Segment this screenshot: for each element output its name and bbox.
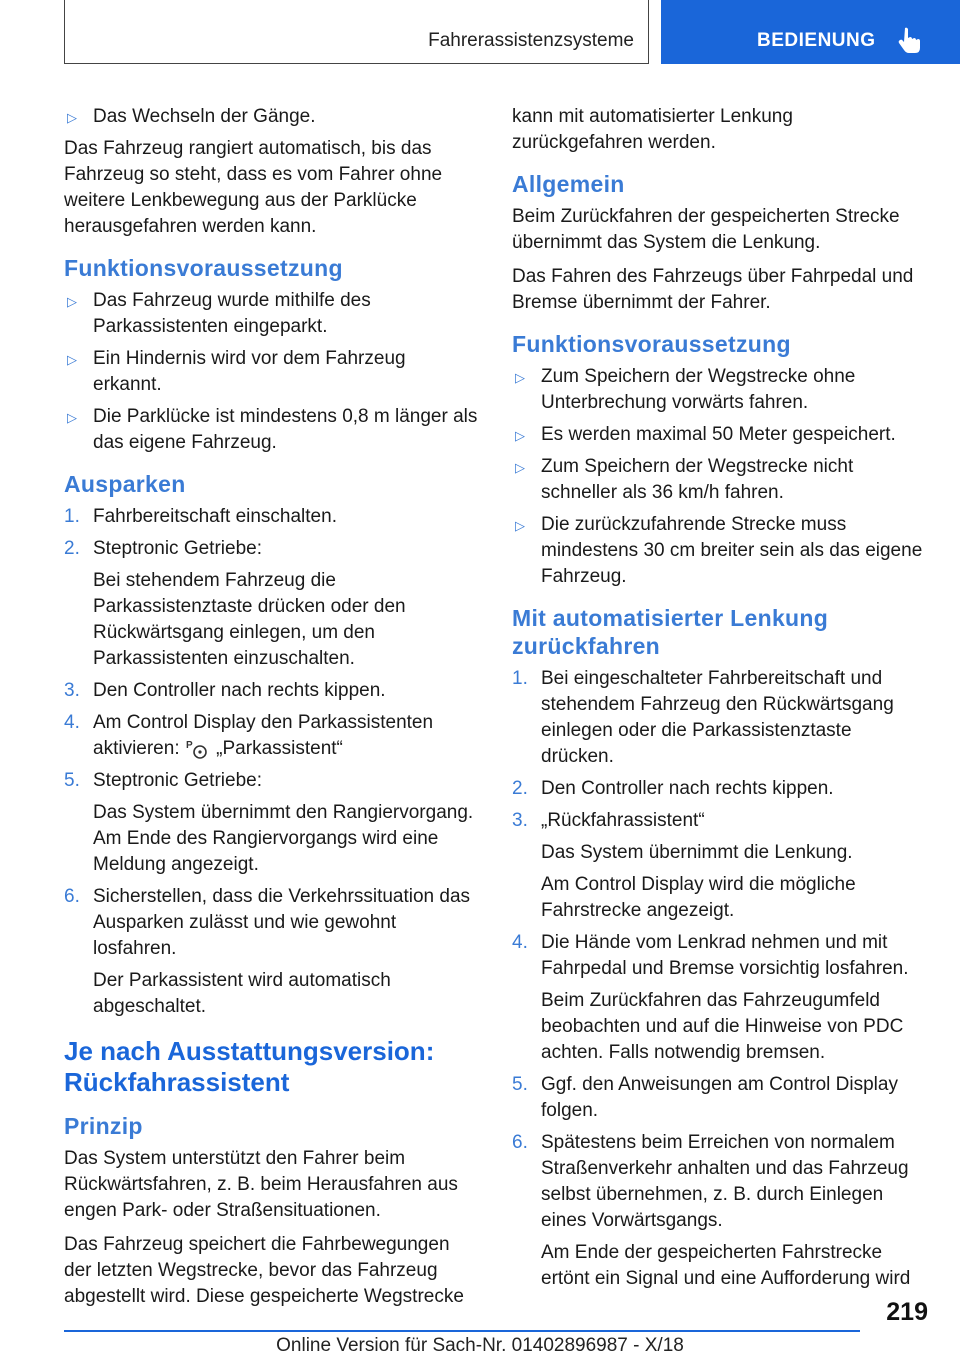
heading-funktionsvoraussetzung: Funktionsvoraussetzung [512, 331, 791, 357]
hand-pointer-icon [897, 26, 925, 54]
triangle-bullet-icon: ▷ [67, 410, 77, 425]
step-item: 4. Am Control Display den Parkassistenten aktivieren: P „Parkassistent“ [64, 712, 434, 759]
step-item: 3. Den Controller nach rechts kippen. [64, 680, 386, 701]
step-item: 6. Spätestens beim Erreichen von normalem Straßenverkehr anhalten und das Fahrzeug selbst übernehmen, z. B. durch Einlegen eines Vorwärtsgangs. [512, 1132, 909, 1231]
header-section-box [64, 0, 649, 64]
step-detail: Am Ende der gespeicherten Fahrstrecke ertönt ein Signal und eine Aufforderung wird [541, 1242, 911, 1289]
paragraph: Das Fahrzeug speichert die Fahrbewegungen der letzten Wegstrecke, bevor das Fahrzeug abgestellt wird. Diese gespeicherte Wegstrecke [64, 1234, 464, 1307]
triangle-bullet-icon: ▷ [67, 110, 77, 125]
list-item: ▷ Das Fahrzeug wurde mithilfe des Parkassistenten eingeparkt. [67, 290, 371, 337]
heading-ausparken: Ausparken [64, 471, 186, 497]
step-item: 5. Steptronic Getriebe: [64, 770, 262, 791]
step-item: 4. Die Hände vom Lenkrad nehmen und mit Fahrpedal und Bremse vorsichtig losfahren. [512, 932, 909, 979]
step-detail: Das System übernimmt die Lenkung. [541, 842, 853, 863]
list-item: ▷ Zum Speichern der Wegstrecke ohne Unterbrechung vorwärts fahren. [515, 366, 856, 413]
step-detail: Am Control Display wird die mögliche Fahrstrecke angezeigt. [541, 874, 856, 921]
list-item: ▷ Zum Speichern der Wegstrecke nicht schneller als 36 km/h fahren. [515, 456, 854, 503]
list-item: ▷ Die zurückzufahrende Strecke muss mindestens 30 cm breiter sein als das eigene Fahrzeug. [515, 514, 923, 587]
step-detail: Der Parkassistent wird automatisch abgeschaltet. [93, 970, 391, 1017]
step-item: 1. Bei eingeschalteter Fahrbereitschaft und stehendem Fahrzeug den Rückwärtsgang einlegen oder die Parkassistenztaste drücken. [512, 668, 894, 767]
step-item: 6. Sicherstellen, dass die Verkehrssituation das Ausparken zulässt und wie gewohnt losfahren. [64, 886, 471, 959]
footer-text: Online Version für Sach-Nr. 01402896987 - X/18 [276, 1335, 684, 1356]
header-chapter-tab [661, 0, 960, 64]
left-column [64, 104, 479, 1318]
heading-funktionsvoraussetzung: Funktionsvoraussetzung [64, 255, 343, 281]
heading-prinzip: Prinzip [64, 1113, 143, 1139]
triangle-bullet-icon: ▷ [515, 460, 525, 475]
triangle-bullet-icon: ▷ [67, 294, 77, 309]
step-item: 1. Fahrbereitschaft einschalten. [64, 506, 337, 527]
header-chapter-title: BEDIENUNG [757, 30, 876, 51]
paragraph: Beim Zurückfahren der gespeicherten Strecke übernimmt das System die Lenkung. [512, 206, 900, 253]
page-number: 219 [886, 1298, 928, 1326]
parking-assistant-icon [185, 738, 211, 760]
paragraph: Das Fahrzeug rangiert automatisch, bis das Fahrzeug so steht, dass es vom Fahrer ohne weitere Lenkbewegung aus der Parklücke herausgefahren werden kann. [64, 138, 443, 237]
step-detail: Das System übernimmt den Rangiervorgang. Am Ende des Rangiervorgangs wird eine Meldung angezeigt. [93, 802, 474, 875]
heading-automatisierte-lenkung: Mit automatisierter Lenkung zurückfahren [512, 605, 829, 659]
step-item: 3. „Rückfahrassistent“ [512, 810, 705, 831]
heading-rueckfahrassistent: Je nach Ausstattungsversion: Rückfahrassistent [64, 1036, 435, 1097]
triangle-bullet-icon: ▷ [515, 428, 525, 443]
right-column [512, 104, 927, 1298]
triangle-bullet-icon: ▷ [515, 518, 525, 533]
header-section-title: Fahrerassistenzsysteme [428, 30, 634, 51]
paragraph: Das Fahren des Fahrzeugs über Fahrpedal und Bremse übernimmt der Fahrer. [512, 266, 914, 313]
paragraph: Das System unterstützt den Fahrer beim Rückwärtsfahren, z. B. beim Herausfahren aus engen Park- oder Straßensituationen. [64, 1148, 458, 1221]
step-item: 5. Ggf. den Anweisungen am Control Display folgen. [512, 1074, 898, 1121]
triangle-bullet-icon: ▷ [67, 352, 77, 367]
step-item: 2. Steptronic Getriebe: [64, 538, 262, 559]
list-item: ▷ Ein Hindernis wird vor dem Fahrzeug erkannt. [67, 348, 406, 395]
heading-allgemein: Allgemein [512, 171, 625, 197]
svg-text:P: P [185, 739, 193, 751]
paragraph: kann mit automatisierter Lenkung zurückgefahren werden. [512, 106, 793, 153]
step-detail: Bei stehendem Fahrzeug die Parkassistenztaste drücken oder den Rückwärtsgang einlegen, um den Parkassistenten einzuschalten. [93, 570, 406, 669]
step-item: 2. Den Controller nach rechts kippen. [512, 778, 834, 799]
footer-rule [64, 1330, 860, 1332]
list-item: ▷ Das Wechseln der Gänge. [64, 104, 479, 130]
list-item: ▷ Es werden maximal 50 Meter gespeichert. [512, 422, 927, 448]
step-detail: Beim Zurückfahren das Fahrzeugumfeld beobachten und auf die Hinweise von PDC achten. Falls notwendig bremsen. [541, 990, 904, 1063]
triangle-bullet-icon: ▷ [515, 370, 525, 385]
list-item: ▷ Die Parklücke ist mindestens 0,8 m länger als das eigene Fahrzeug. [67, 406, 478, 453]
